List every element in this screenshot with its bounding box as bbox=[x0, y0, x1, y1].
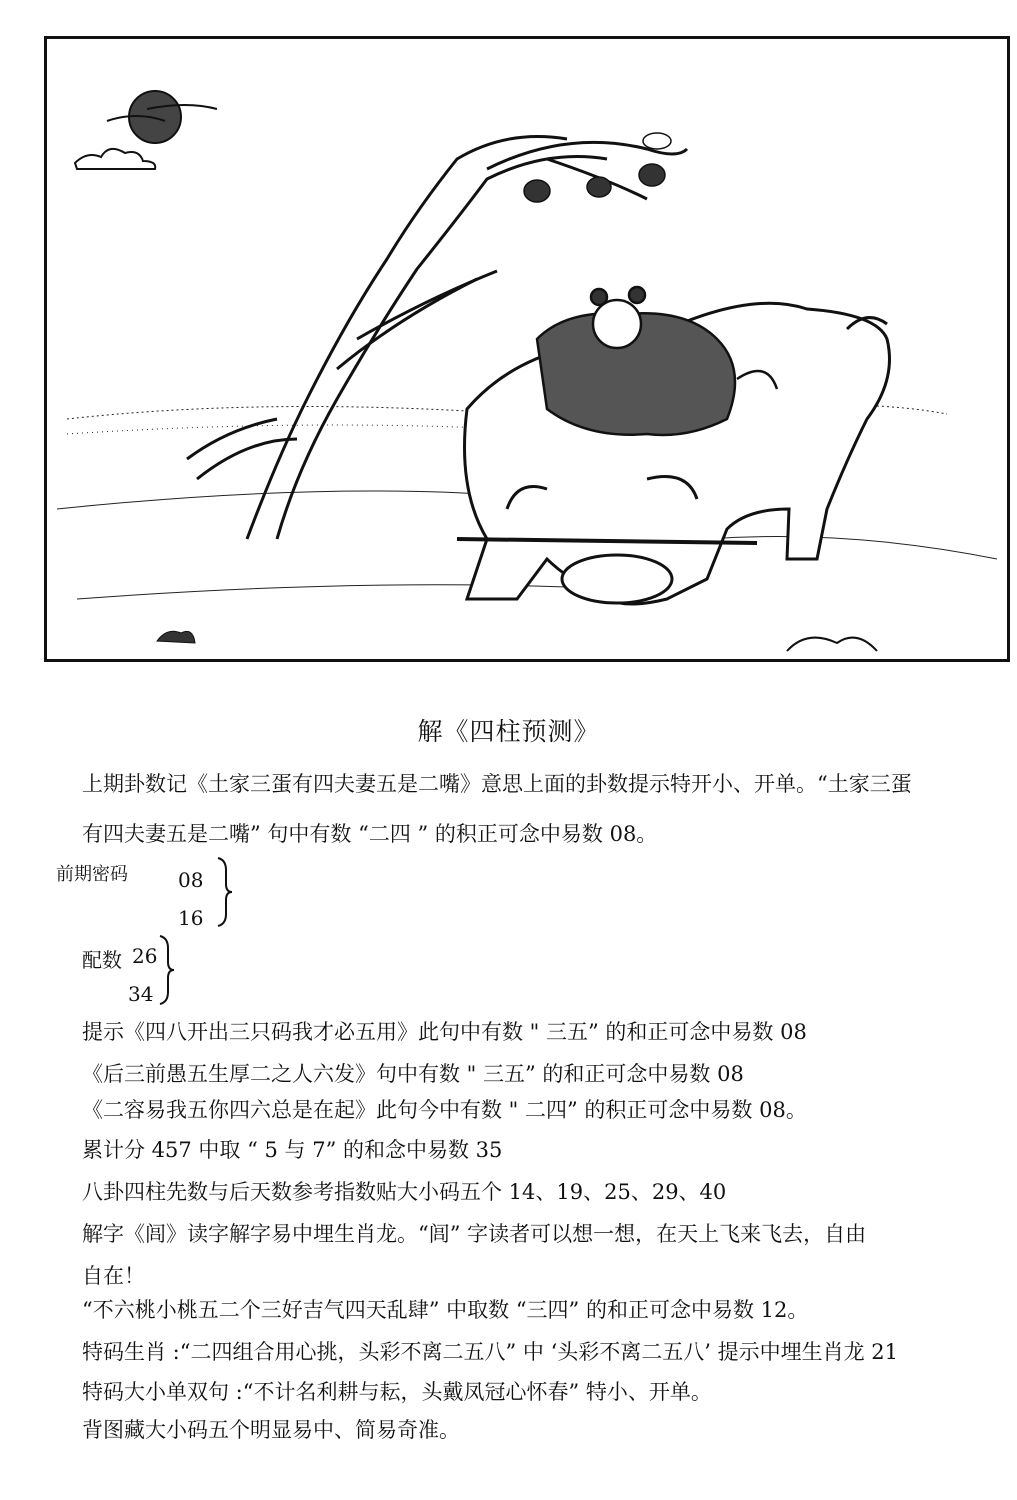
hint-line-6: 解字《闾》读字解字易中埋生肖龙。“闾” 字读者可以想一想，在天上飞来飞去，自由 bbox=[82, 1222, 867, 1246]
hint-line-3: 《二容易我五你四六总是在起》此句今中有数 " 二四” 的积正可念中易数 08。 bbox=[82, 1098, 807, 1122]
boy-riding-ox-drawing bbox=[47, 39, 1007, 659]
document-title: 解《四柱预测》 bbox=[417, 717, 600, 746]
cover-illustration bbox=[44, 36, 1010, 662]
hint-line-9: 特码生肖 :“二四组合用心挑，头彩不离二五八” 中 ‘头彩不离二五八’ 提示中埋生肖龙 21 bbox=[82, 1340, 898, 1364]
pairing-value-1: 26 bbox=[132, 944, 158, 968]
hint-line-5: 八卦四柱先数与后天数参考指数贴大小码五个 14、19、25、29、40 bbox=[82, 1180, 727, 1204]
hint-line-11: 背图藏大小码五个明显易中、简易奇准。 bbox=[82, 1418, 460, 1442]
pairing-label: 配数 bbox=[82, 948, 122, 972]
hint-line-8: “不六桃小桃五二个三好吉气四天乱肆” 中取数 “三四” 的和正可念中易数 12。 bbox=[82, 1298, 809, 1322]
hint-line-7: 自在！ bbox=[82, 1264, 145, 1288]
previous-code-value-1: 08 bbox=[178, 868, 204, 892]
shrub-left bbox=[157, 631, 195, 643]
paragraph-line-1: 上期卦数记《土家三蛋有四夫妻五是二嘴》意思上面的卦数提示特开小、开单。“土家三蛋 bbox=[82, 772, 912, 796]
previous-code-value-2: 16 bbox=[178, 906, 204, 930]
previous-code-label: 前期密码 bbox=[56, 864, 128, 885]
paragraph-line-2: 有四夫妻五是二嘴” 句中有数 “二四 ” 的积正可念中易数 08。 bbox=[82, 822, 658, 846]
cloud-icon bbox=[75, 149, 155, 169]
pairing-value-2: 34 bbox=[128, 982, 154, 1006]
pairing-brace-icon bbox=[156, 934, 178, 1006]
shrub-right bbox=[787, 638, 877, 651]
hint-line-2: 《后三前愚五生厚二之人六发》句中有数 " 三五” 的和正可念中易数 08 bbox=[82, 1062, 744, 1086]
previous-code-brace-icon bbox=[214, 856, 236, 928]
hint-line-10: 特码大小单双句 :“不计名利耕与耘，头戴凤冠心怀春” 特小、开单。 bbox=[82, 1380, 712, 1404]
hint-line-4: 累计分 457 中取 “ 5 与 7” 的和念中易数 35 bbox=[82, 1138, 503, 1162]
hint-line-1: 提示《四八开出三只码我才必五用》此句中有数 " 三五” 的和正可念中易数 08 bbox=[82, 1020, 807, 1044]
